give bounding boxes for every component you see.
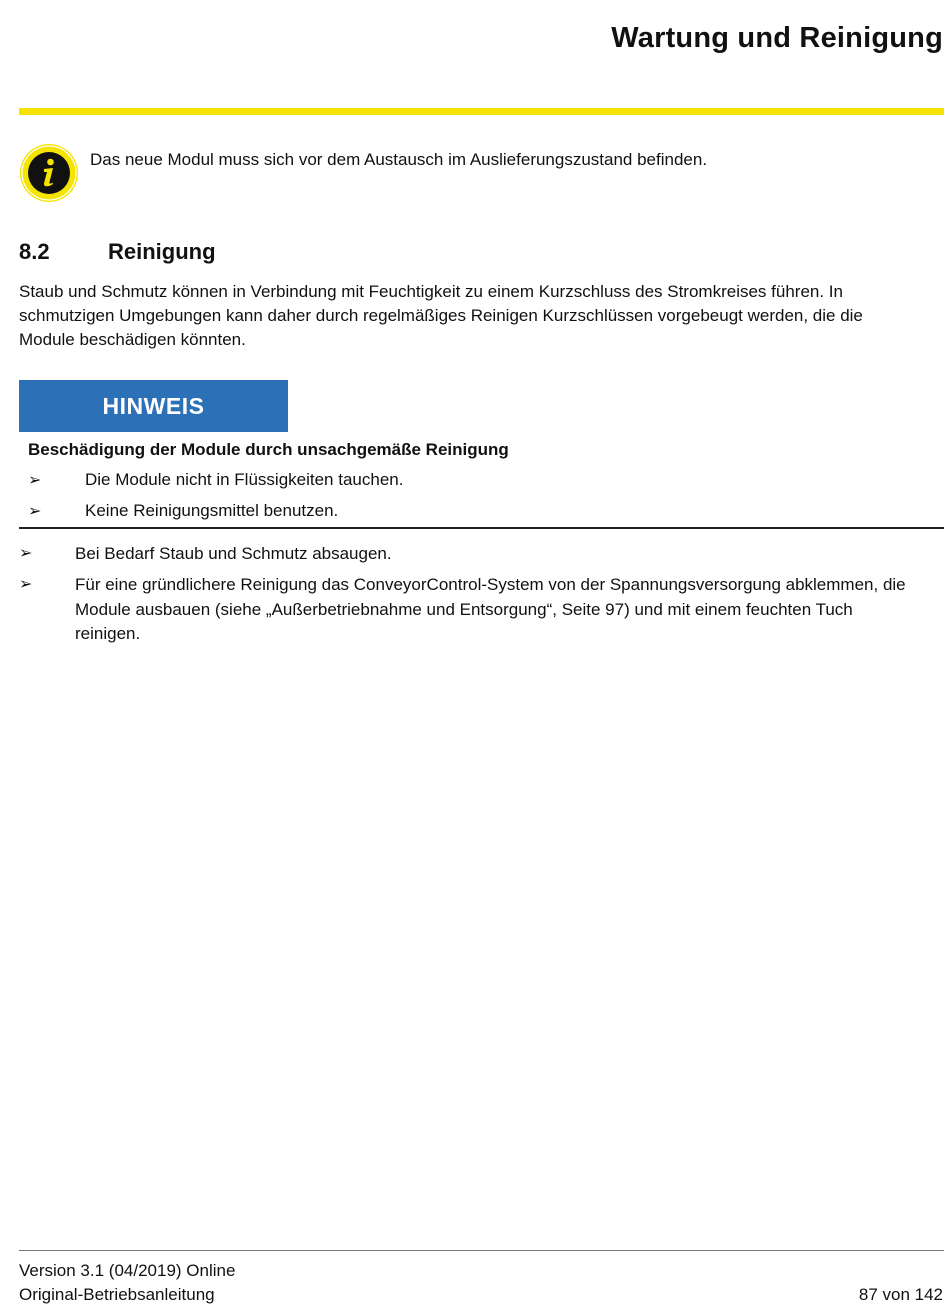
section-title: Reinigung	[108, 239, 216, 264]
step-text: Für eine gründlichere Reinigung das ConveyorControl-System von der Spannungsversorgung abklemmen, die Module ausbauen (siehe „Außerbetriebnahme und Entsorgung“, Seite 97) und mit einem feuchten Tuch reinigen.	[75, 575, 906, 643]
arrow-bullet-icon: ➢	[28, 472, 42, 489]
step-item	[19, 542, 915, 567]
info-note-text: Das neue Modul muss sich vor dem Austausch im Auslieferungszustand befinden.	[90, 150, 708, 169]
header-accent-bar	[19, 108, 944, 115]
arrow-bullet-icon: ➢	[19, 545, 33, 562]
page-header-title: Wartung und Reinigung	[611, 22, 943, 54]
notice-divider	[19, 527, 944, 529]
notice-list-item	[28, 470, 403, 490]
footer-version: Version 3.1 (04/2019) Online	[19, 1261, 236, 1280]
arrow-bullet-icon: ➢	[28, 503, 42, 520]
section-number: 8.2	[19, 239, 50, 264]
arrow-bullet-icon: ➢	[19, 576, 33, 593]
notice-list-item-text: Die Module nicht in Flüssigkeiten tauchen.	[85, 470, 404, 489]
notice-list-item-text: Keine Reinigungsmittel benutzen.	[85, 501, 339, 520]
footer-document-type: Original-Betriebsanleitung	[19, 1285, 215, 1304]
section-paragraph: Staub und Schmutz können in Verbindung mit Feuchtigkeit zu einem Kurzschluss des Stromkreises führen. In schmutzigen Umgebungen kann daher durch regelmäßiges Reinigen Kurzschlüssen vorgebeugt werden, die die Module beschädigen könnten.	[19, 282, 863, 349]
info-icon	[19, 143, 79, 203]
notice-list-item	[28, 501, 338, 521]
notice-subtitle: Beschädigung der Module durch unsachgemäße Reinigung	[28, 440, 509, 459]
notice-label: HINWEIS	[19, 380, 288, 432]
step-item	[19, 573, 915, 647]
step-text: Bei Bedarf Staub und Schmutz absaugen.	[75, 544, 392, 563]
footer-page-number: 87 von 142	[858, 1285, 943, 1304]
footer-divider	[19, 1250, 944, 1251]
